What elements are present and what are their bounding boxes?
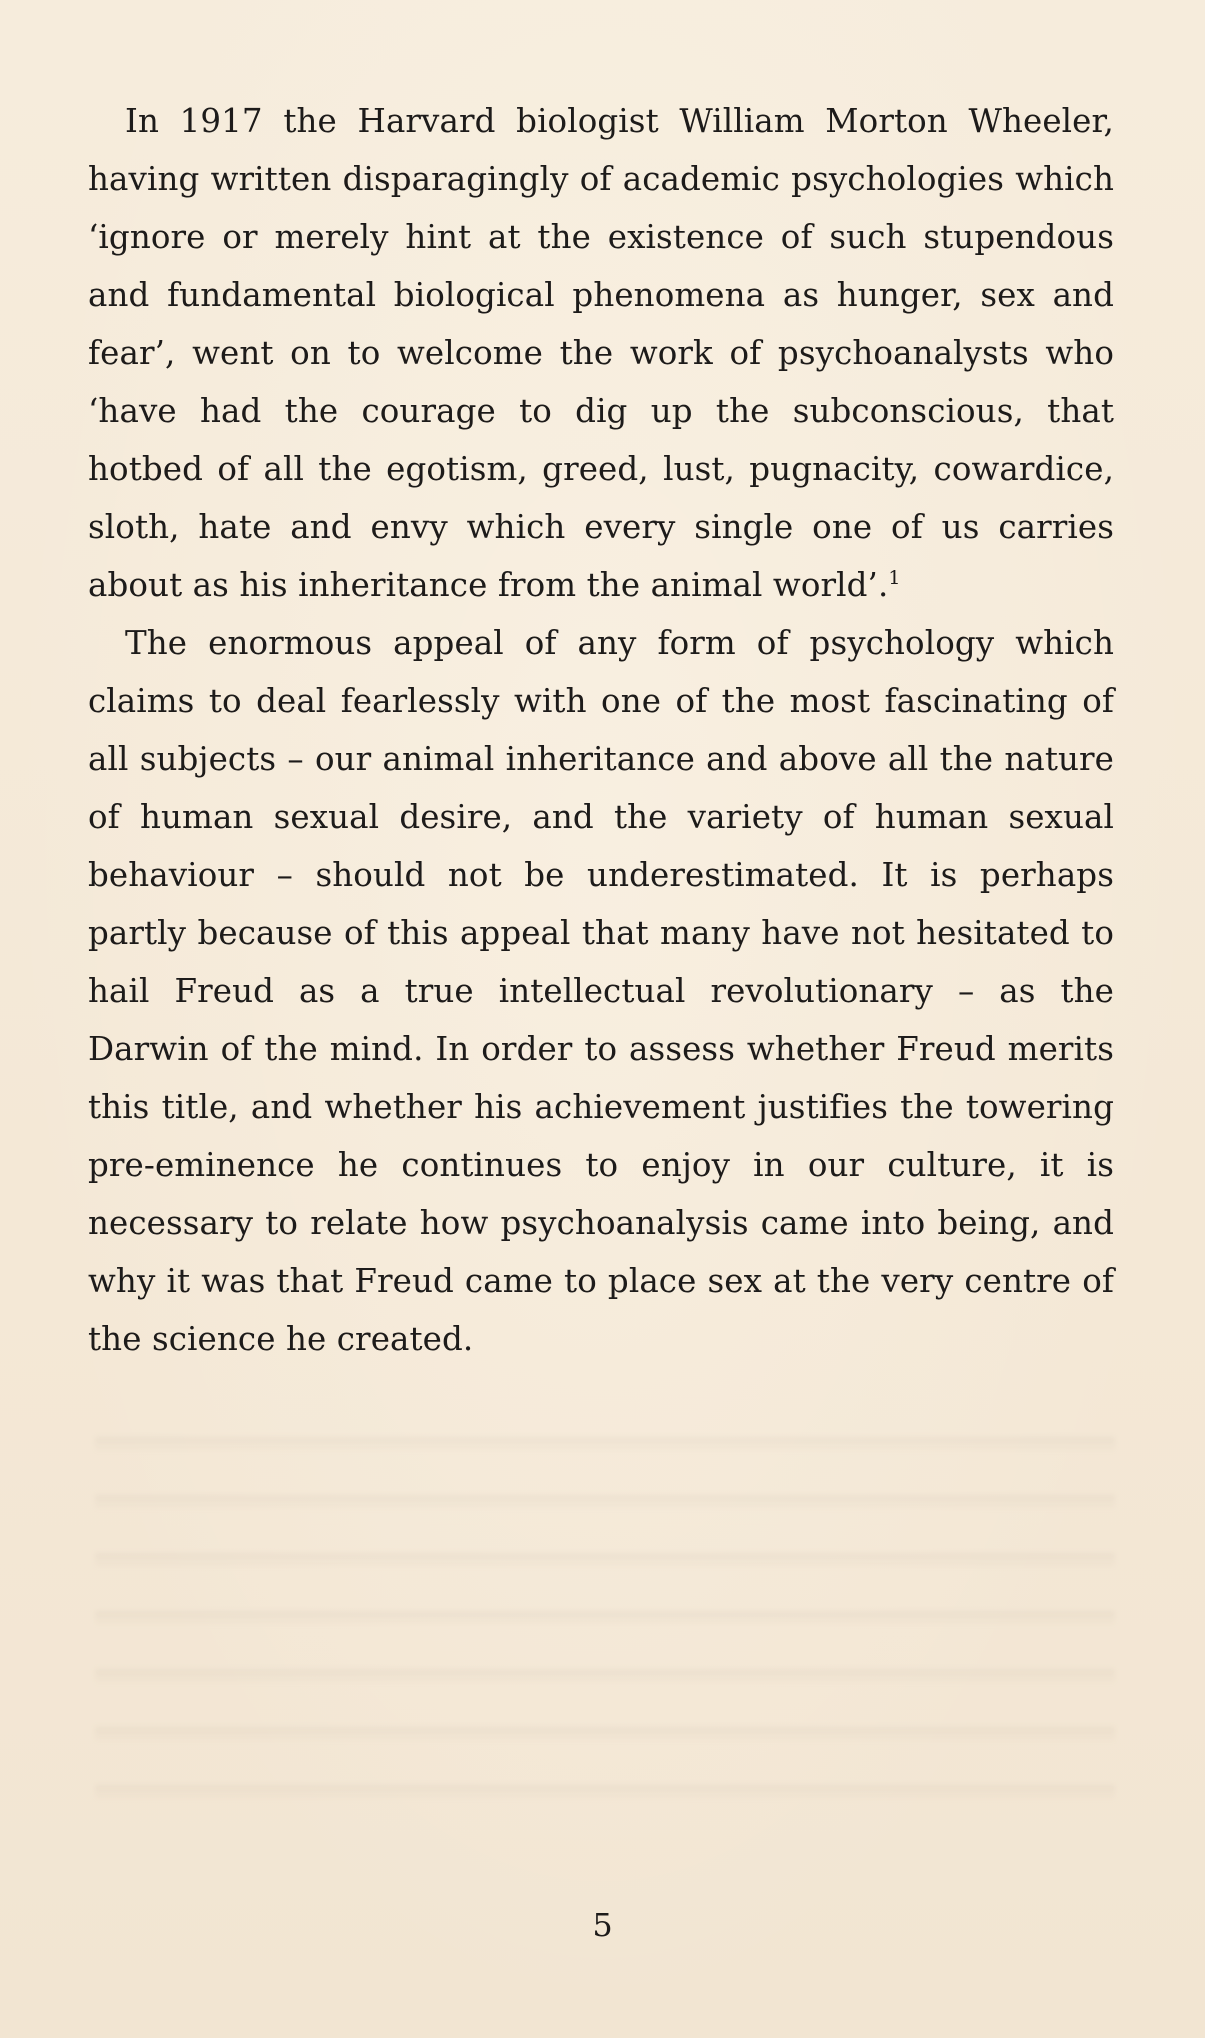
show-through-text: [95, 1395, 1115, 1815]
paragraph-1-text: In 1917 the Harvard biologist William Morton Wheeler, having written disparagingly of academic psychologies which ‘ignore or merely hint at the existence of such stupendous and fundamental biological phenomena as hunger, sex and fear’, went on to welcome the work of psychoanalysts who ‘have had the courage to dig up the subconscious, that hotbed of all the egotism, greed, lust, pugnacity, cowardice, sloth, hate and envy which every single one of us carries about as his inheritance from the animal world’.: [88, 102, 1114, 604]
paragraph-1: [88, 92, 1114, 614]
paragraph-2-text: The enormous appeal of any form of psychology which claims to deal fearlessly with one of the most fascinating of all subjects – our animal inheritance and above all the nature of human sexual desire, and the variety of human sexual behaviour – should not be underestimated. It is perhaps partly because of this appeal that many have not hesitated to hail Freud as a true intellectual revolutionary – as the Darwin of the mind. In order to assess whether Freud merits this title, and whether his achievement justifies the towering pre-eminence he continues to enjoy in our culture, it is necessary to relate how psychoanalysis came into being, and why it was that Freud came to place sex at the very centre of the science he created.: [88, 624, 1114, 1358]
paragraph-2: [88, 614, 1114, 1368]
page-number: 5: [592, 1906, 613, 1944]
body-text: [88, 92, 1114, 1368]
footnote-reference: 1: [888, 567, 901, 590]
